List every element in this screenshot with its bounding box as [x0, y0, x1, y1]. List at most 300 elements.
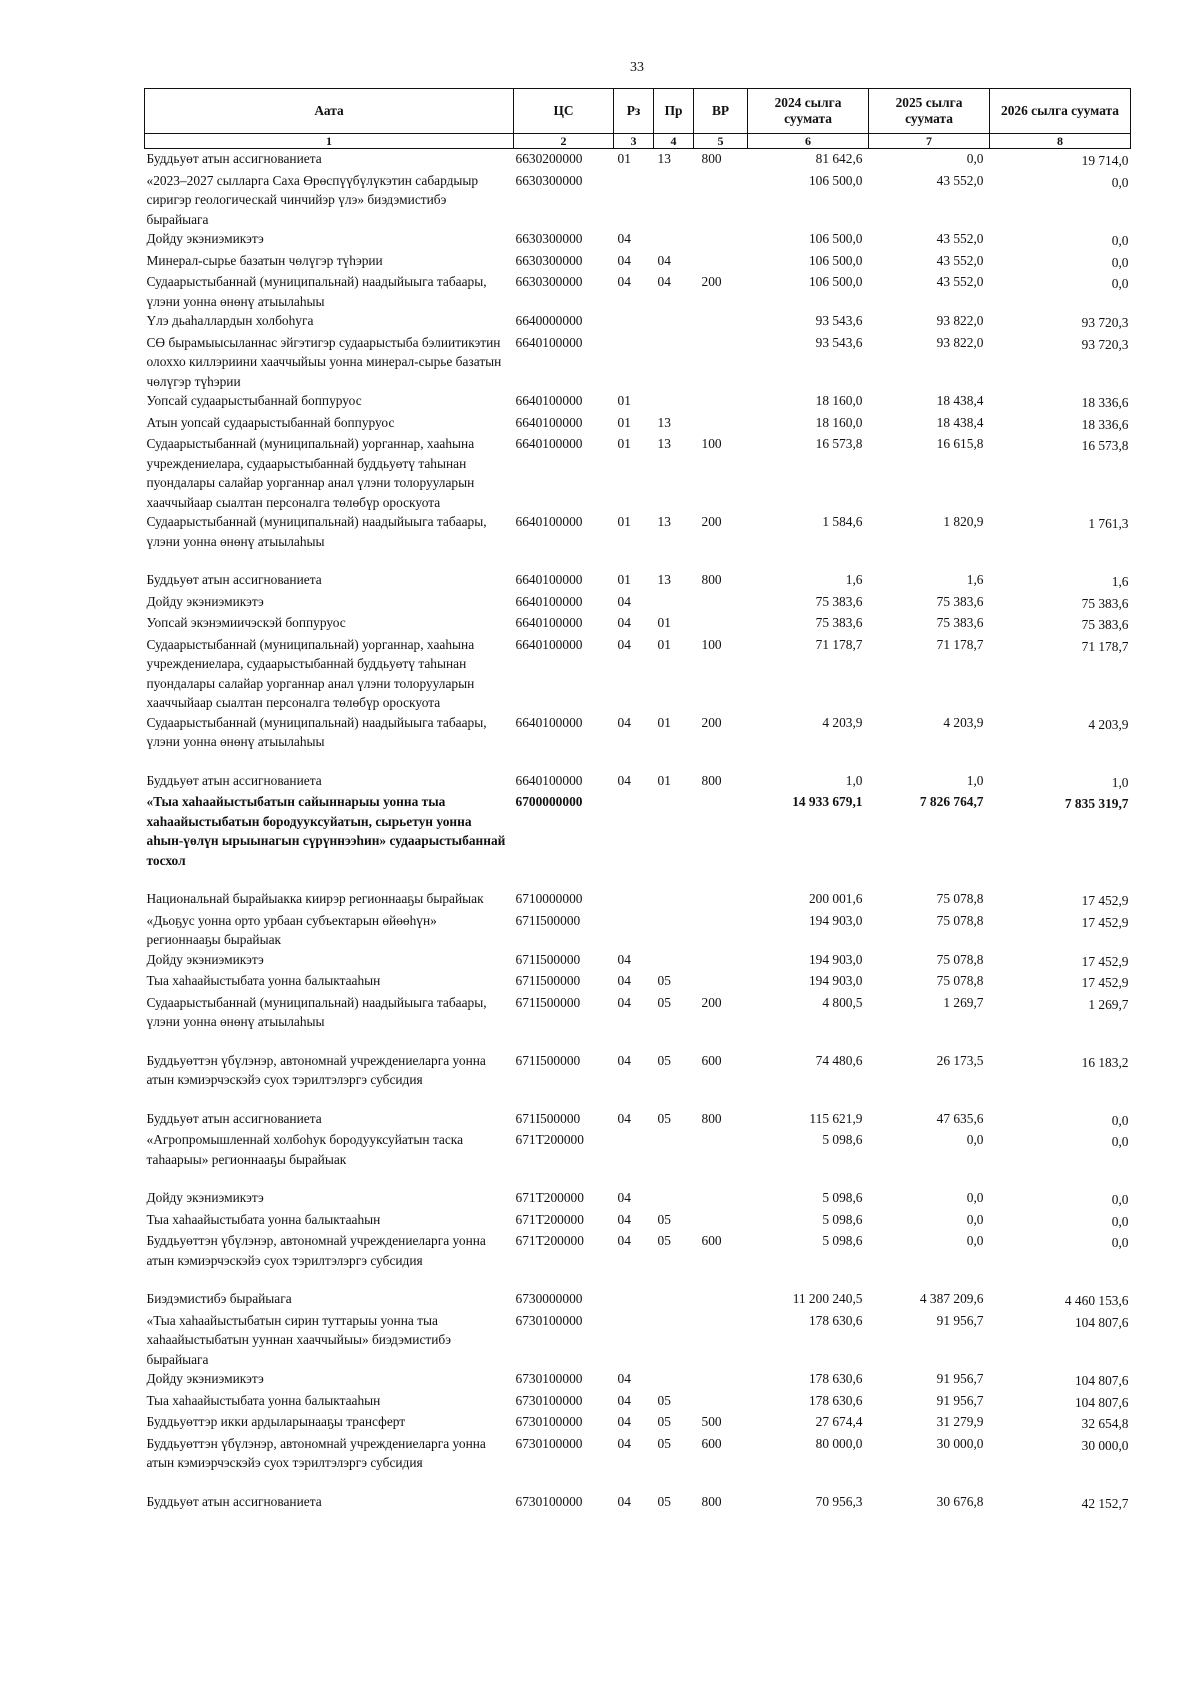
- row-amount-2025: 1,6: [966, 572, 984, 587]
- row-rz-code: 04: [617, 1110, 631, 1126]
- row-amount-2024: 74 480,6: [815, 1052, 863, 1068]
- row-rz-code: 04: [617, 636, 631, 652]
- table-row: [145, 771, 1131, 793]
- table-row: [145, 1210, 1131, 1232]
- row-amount-2024: 4 203,9: [822, 714, 863, 730]
- row-amount-2024: 75 383,6: [815, 593, 863, 609]
- column-number: 3: [614, 134, 654, 149]
- row-name: Үлэ дьаһаллардын холбоһуга: [146, 313, 314, 328]
- row-amount-2024: 80 000,0: [815, 1435, 863, 1451]
- row-name: «Тыа хаһаайыстыбатын сайыннарыы уонна тыа хаһаайыстыбатын бородууксуйатын, сырьетун уонна аһын-үөлүн ырыынагын сүрүннээһин» судаарыстыбаннай тосхол: [146, 794, 506, 868]
- row-pr-code: 05: [657, 1052, 671, 1068]
- row-cs-code: 6730000000: [515, 1291, 583, 1306]
- row-amount-2025: 91 956,7: [936, 1392, 984, 1408]
- row-amount-2025: 71 178,7: [936, 636, 984, 652]
- row-rz-code: [614, 792, 654, 889]
- row-name: Буддьуөт атын ассигнованиета: [146, 1493, 322, 1509]
- row-amount-2024: 18 160,0: [815, 393, 863, 408]
- table-row: [145, 592, 1131, 614]
- column-number: 2: [514, 134, 614, 149]
- row-amount-2025: 93 822,0: [936, 334, 984, 350]
- table-row: [145, 1188, 1131, 1210]
- row-pr-code: 13: [657, 151, 671, 166]
- row-amount-2025: 75 078,8: [936, 973, 984, 988]
- row-amount-2024: 5 098,6: [822, 1190, 863, 1205]
- row-amount-2025: 75 383,6: [936, 615, 984, 630]
- table-row: [145, 993, 1131, 1051]
- row-amount-2024: 178 630,6: [808, 1371, 863, 1386]
- row-amount-2025: 75 078,8: [936, 951, 984, 967]
- row-amount-2025: 91 956,7: [936, 1371, 984, 1386]
- row-vr-code: 100: [701, 436, 722, 451]
- row-pr-code: [654, 391, 694, 413]
- row-name: Судаарыстыбаннай (муниципальнай) уорганнар, хааһына учреждениелара, судаарыстыбаннай буддьуөтү таһынан пуондалары салайар уорганнар анал үлэни толорууларын хааччыйаар сыалтан персоналга төлөбүр ороскуота: [146, 636, 475, 710]
- row-vr-code: [694, 251, 748, 273]
- row-name: СӨ бырамыысыланнас эйгэтигэр судаарыстыба бэлиитикэтин олоххо киллэриини хааччыйыы уонна минерал-сырье базатын чөлүгэр түһэрии: [146, 334, 502, 389]
- row-pr-code: 04: [657, 252, 671, 268]
- row-vr-code: [694, 889, 748, 911]
- row-amount-2024: 106 500,0: [808, 252, 863, 268]
- row-name: Судаарыстыбаннай (муниципальнай) наадыйыыга табаары, үлэни уонна өнөнү атыылаһыы: [146, 274, 487, 309]
- row-pr-code: 05: [657, 1211, 671, 1227]
- row-rz-code: 01: [617, 414, 631, 430]
- row-pr-code: [654, 1369, 694, 1391]
- row-cs-code: 6710000000: [515, 891, 583, 906]
- table-row: [145, 1412, 1131, 1434]
- row-vr-code: [694, 311, 748, 333]
- row-amount-2025: 75 383,6: [936, 593, 984, 609]
- row-amount-2025: 16 615,8: [936, 436, 984, 451]
- row-name: Буддьуөттэр икки ардыларынааҕы трансферт: [146, 1414, 406, 1429]
- row-cs-code: 671I500000: [515, 1110, 581, 1126]
- row-amount-2026: 75 383,6: [1081, 617, 1129, 632]
- row-amount-2026: 0,0: [1111, 276, 1129, 291]
- row-rz-code: 04: [617, 994, 631, 1010]
- row-amount-2024: 93 543,6: [815, 334, 863, 350]
- row-amount-2024: 4 800,5: [822, 994, 863, 1010]
- row-rz-code: 04: [617, 231, 631, 246]
- row-rz-code: 04: [617, 1052, 631, 1068]
- row-rz-code: 01: [617, 151, 631, 166]
- row-name: Тыа хаһаайыстыбата уонна балыктааһын: [146, 1392, 381, 1408]
- row-pr-code: [654, 229, 694, 251]
- row-name: Тыа хаһаайыстыбата уонна балыктааһын: [146, 973, 381, 988]
- row-rz-code: 01: [617, 572, 631, 587]
- row-name: Минерал-сырье базатын чөлүгэр түһэрии: [146, 252, 383, 268]
- row-cs-code: 6630200000: [515, 151, 583, 166]
- table-row: [145, 391, 1131, 413]
- row-vr-code: [694, 950, 748, 972]
- row-rz-code: 04: [617, 274, 631, 289]
- row-pr-code: 05: [657, 994, 671, 1010]
- row-rz-code: [614, 1311, 654, 1370]
- row-pr-code: 05: [657, 1233, 671, 1248]
- row-pr-code: 13: [657, 572, 671, 587]
- header-2026: 2026 сылга суумата: [990, 89, 1131, 134]
- row-vr-code: [694, 1311, 748, 1370]
- row-cs-code: 6730100000: [515, 1435, 583, 1451]
- row-amount-2026: 1,0: [1111, 774, 1129, 790]
- row-amount-2026: 0,0: [1111, 254, 1129, 270]
- row-pr-code: [654, 333, 694, 392]
- row-name: Буддьуөттэн үбүлэнэр, автономнай учреждениеларга уонна атын кэмиэрчэскэйэ суох тэрилтэлэргэ субсидия: [146, 1435, 486, 1470]
- row-amount-2026: 32 654,8: [1081, 1416, 1129, 1431]
- header-row: [145, 89, 1131, 134]
- row-name: Дойду экэниэмикэтэ: [146, 1190, 264, 1205]
- row-cs-code: 6640100000: [515, 572, 583, 587]
- table-row: [145, 251, 1131, 273]
- row-amount-2025: 1 820,9: [943, 514, 984, 529]
- row-cs-code: 6730100000: [515, 1392, 583, 1408]
- table-row: [145, 333, 1131, 392]
- row-name: Дойду экэниэмикэтэ: [146, 951, 264, 967]
- row-amount-2024: 18 160,0: [815, 414, 863, 430]
- row-amount-2026: 4 203,9: [1088, 716, 1129, 732]
- column-number: 4: [654, 134, 694, 149]
- row-cs-code: 671I500000: [515, 1052, 581, 1068]
- row-amount-2026: 0,0: [1111, 1213, 1129, 1229]
- column-number: 5: [694, 134, 748, 149]
- row-rz-code: 04: [617, 1211, 631, 1227]
- row-vr-code: 500: [701, 1414, 722, 1429]
- row-pr-code: 05: [657, 1435, 671, 1451]
- row-vr-code: 200: [701, 274, 722, 289]
- row-name: Буддьуөт атын ассигнованиета: [146, 1110, 322, 1126]
- row-rz-code: 04: [617, 1435, 631, 1451]
- row-rz-code: 01: [617, 514, 631, 529]
- row-pr-code: [654, 792, 694, 889]
- row-rz-code: 04: [617, 1493, 631, 1509]
- row-vr-code: [694, 171, 748, 230]
- table-row: [145, 1289, 1131, 1311]
- table-row: [145, 635, 1131, 713]
- row-cs-code: 671I500000: [515, 951, 581, 967]
- row-vr-code: 200: [701, 714, 722, 730]
- table-row: [145, 1109, 1131, 1131]
- row-pr-code: 05: [657, 1110, 671, 1126]
- row-amount-2025: 30 676,8: [936, 1493, 984, 1509]
- header-name: Аата: [145, 89, 514, 134]
- row-vr-code: [694, 333, 748, 392]
- row-vr-code: [694, 391, 748, 413]
- row-pr-code: [654, 950, 694, 972]
- row-name: Национальнай бырайыакка киирэр регионнааҕы бырайыак: [146, 891, 484, 906]
- row-amount-2025: 91 956,7: [936, 1312, 984, 1328]
- table-row: [145, 512, 1131, 570]
- row-amount-2026: 16 573,8: [1081, 438, 1129, 453]
- row-amount-2026: 18 336,6: [1081, 395, 1129, 410]
- row-name: Буддьуөт атын ассигнованиета: [146, 572, 322, 587]
- row-vr-code: [694, 1391, 748, 1413]
- row-rz-code: 04: [617, 714, 631, 730]
- row-vr-code: 800: [701, 151, 722, 166]
- row-amount-2026: 93 720,3: [1081, 336, 1129, 352]
- row-rz-code: 04: [617, 1371, 631, 1386]
- row-vr-code: 800: [701, 772, 722, 788]
- row-pr-code: [654, 1311, 694, 1370]
- row-rz-code: 04: [617, 1233, 631, 1248]
- row-amount-2024: 115 621,9: [809, 1110, 863, 1126]
- row-amount-2024: 1,0: [845, 772, 863, 788]
- row-vr-code: [694, 613, 748, 635]
- row-vr-code: 100: [701, 636, 722, 652]
- row-pr-code: 01: [657, 714, 671, 730]
- row-cs-code: 6640100000: [515, 615, 583, 630]
- row-vr-code: [694, 1188, 748, 1210]
- row-amount-2025: 31 279,9: [936, 1414, 984, 1429]
- table-row: [145, 229, 1131, 251]
- row-rz-code: 04: [617, 951, 631, 967]
- header-2025: 2025 сылга суумата: [869, 89, 990, 134]
- row-amount-2024: 5 098,6: [822, 1233, 863, 1248]
- row-cs-code: 6700000000: [515, 794, 583, 809]
- row-amount-2024: 106 500,0: [808, 231, 863, 246]
- row-amount-2024: 178 630,6: [808, 1312, 863, 1328]
- table-row: [145, 1311, 1131, 1370]
- row-amount-2026: 0,0: [1111, 1235, 1129, 1250]
- row-amount-2025: 18 438,4: [936, 393, 984, 408]
- table-row: [145, 1231, 1131, 1289]
- row-amount-2025: 0,0: [966, 1233, 984, 1248]
- row-vr-code: [694, 792, 748, 889]
- row-pr-code: 01: [657, 772, 671, 788]
- row-pr-code: 05: [657, 1414, 671, 1429]
- row-amount-2024: 200 001,6: [808, 891, 863, 906]
- row-name: Уопсай экэнэмиичэскэй боппуруос: [146, 615, 346, 630]
- row-rz-code: [614, 1130, 654, 1188]
- row-name: «2023–2027 сылларга Саха Өрөспүүбүлүкэтин сабардыыр сиригэр геологическай чинчийэр үлэ» биэдэмистибэ бырайыага: [146, 172, 479, 227]
- row-cs-code: 6730100000: [515, 1414, 583, 1429]
- row-amount-2025: 43 552,0: [936, 172, 984, 188]
- row-amount-2024: 106 500,0: [808, 172, 863, 188]
- table-row: [145, 971, 1131, 993]
- row-amount-2024: 1 584,6: [822, 514, 863, 529]
- row-name: Уопсай судаарыстыбаннай боппуруос: [146, 393, 362, 408]
- row-pr-code: [654, 171, 694, 230]
- row-amount-2026: 7 835 319,7: [1064, 796, 1129, 811]
- row-amount-2024: 178 630,6: [808, 1392, 863, 1408]
- column-number-row: [145, 134, 1131, 149]
- row-amount-2024: 93 543,6: [815, 313, 863, 328]
- table-row: [145, 1369, 1131, 1391]
- row-amount-2024: 70 956,3: [815, 1493, 863, 1509]
- row-amount-2025: 75 078,8: [936, 891, 984, 906]
- row-amount-2026: 17 452,9: [1081, 914, 1129, 930]
- row-amount-2024: 75 383,6: [815, 615, 863, 630]
- row-vr-code: 800: [701, 1493, 722, 1509]
- row-vr-code: 200: [701, 514, 722, 529]
- row-cs-code: 6630300000: [515, 274, 583, 289]
- row-pr-code: [654, 592, 694, 614]
- row-amount-2026: 17 452,9: [1081, 975, 1129, 990]
- table-row: [145, 1492, 1131, 1514]
- row-vr-code: [694, 1369, 748, 1391]
- column-number: 6: [748, 134, 869, 149]
- row-amount-2025: 1 269,7: [943, 994, 984, 1010]
- row-pr-code: [654, 911, 694, 950]
- header-pr: Пр: [654, 89, 694, 134]
- row-pr-code: 05: [657, 1392, 671, 1408]
- row-cs-code: 6640100000: [515, 714, 583, 730]
- row-pr-code: 05: [657, 1493, 671, 1509]
- table-row: [145, 613, 1131, 635]
- column-number: 7: [869, 134, 990, 149]
- row-pr-code: 05: [657, 973, 671, 988]
- row-amount-2026: 19 714,0: [1081, 153, 1129, 168]
- row-amount-2025: 0,0: [966, 1190, 984, 1205]
- row-amount-2026: 16 183,2: [1081, 1054, 1129, 1070]
- row-amount-2025: 75 078,8: [936, 912, 984, 928]
- table-row: [145, 1391, 1131, 1413]
- row-cs-code: 6640100000: [515, 334, 583, 350]
- row-name: Судаарыстыбаннай (муниципальнай) наадыйыыга табаары, үлэни уонна өнөнү атыылаһыы: [146, 514, 487, 549]
- row-amount-2024: 14 933 679,1: [792, 794, 863, 809]
- row-name: «Тыа хаһаайыстыбатын сирин туттарыы уонна тыа хаһаайыстыбатын ууннан хааччыйыы» биэдэмистибэ бырайыага: [146, 1312, 451, 1367]
- row-vr-code: [694, 229, 748, 251]
- table-row: [145, 1434, 1131, 1492]
- row-cs-code: 671T200000: [515, 1211, 584, 1227]
- row-vr-code: [694, 1210, 748, 1232]
- row-rz-code: [614, 333, 654, 392]
- row-cs-code: 6730100000: [515, 1371, 583, 1386]
- row-cs-code: 6630300000: [515, 172, 583, 188]
- row-amount-2024: 5 098,6: [822, 1211, 863, 1227]
- row-amount-2024: 27 674,4: [815, 1414, 863, 1429]
- row-rz-code: 04: [617, 615, 631, 630]
- table-row: [145, 272, 1131, 311]
- row-pr-code: [654, 1130, 694, 1188]
- row-rz-code: 04: [617, 772, 631, 788]
- header-cs: ЦС: [514, 89, 614, 134]
- row-amount-2025: 30 000,0: [936, 1435, 984, 1451]
- row-vr-code: 600: [701, 1233, 722, 1248]
- row-amount-2025: 93 822,0: [936, 313, 984, 328]
- row-amount-2024: 11 200 240,5: [792, 1291, 863, 1306]
- row-amount-2025: 4 203,9: [943, 714, 984, 730]
- row-rz-code: [614, 889, 654, 911]
- header-2024: 2024 сылга суумата: [748, 89, 869, 134]
- row-vr-code: [694, 911, 748, 950]
- row-vr-code: [694, 1130, 748, 1188]
- row-cs-code: 6640100000: [515, 636, 583, 652]
- row-amount-2026: 1,6: [1111, 574, 1129, 589]
- row-amount-2026: 1 269,7: [1088, 996, 1129, 1012]
- table-row: [145, 911, 1131, 950]
- row-pr-code: 13: [657, 414, 671, 430]
- row-name: Буддьуөттэн үбүлэнэр, автономнай учреждениеларга уонна атын кэмиэрчэскэйэ суох тэрилтэлэргэ субсидия: [146, 1233, 486, 1268]
- row-amount-2025: 7 826 764,7: [919, 794, 984, 809]
- budget-table-body: [145, 149, 1131, 1514]
- table-row: [145, 434, 1131, 512]
- row-amount-2025: 43 552,0: [936, 231, 984, 246]
- table-row: [145, 171, 1131, 230]
- row-amount-2026: 0,0: [1111, 1112, 1129, 1128]
- table-row: [145, 311, 1131, 333]
- row-amount-2025: 4 387 209,6: [919, 1291, 984, 1306]
- row-amount-2024: 5 098,6: [822, 1132, 863, 1147]
- row-name: Дойду экэниэмикэтэ: [146, 593, 264, 609]
- row-vr-code: 600: [701, 1435, 722, 1451]
- row-name: Биэдэмистибэ бырайыага: [146, 1291, 292, 1306]
- header-rz: Рз: [614, 89, 654, 134]
- row-vr-code: [694, 1289, 748, 1311]
- row-amount-2026: 104 807,6: [1074, 1394, 1129, 1410]
- row-amount-2025: 43 552,0: [936, 252, 984, 268]
- row-cs-code: 6730100000: [515, 1493, 583, 1509]
- table-row: [145, 1051, 1131, 1109]
- row-vr-code: [694, 413, 748, 435]
- row-name: Дойду экэниэмикэтэ: [146, 1371, 264, 1386]
- row-cs-code: 6640100000: [515, 772, 583, 788]
- row-amount-2024: 194 903,0: [808, 912, 863, 928]
- row-pr-code: [654, 311, 694, 333]
- row-amount-2024: 1,6: [845, 572, 863, 587]
- row-amount-2025: 18 438,4: [936, 414, 984, 430]
- row-rz-code: [614, 1289, 654, 1311]
- row-vr-code: [694, 592, 748, 614]
- row-amount-2024: 194 903,0: [808, 973, 863, 988]
- row-amount-2026: 18 336,6: [1081, 416, 1129, 432]
- row-amount-2026: 93 720,3: [1081, 315, 1129, 330]
- row-cs-code: 6630300000: [515, 231, 583, 246]
- row-name: Буддьуөт атын ассигнованиета: [146, 772, 322, 788]
- row-rz-code: 04: [617, 1392, 631, 1408]
- row-amount-2024: 71 178,7: [815, 636, 863, 652]
- row-amount-2026: 0,0: [1111, 233, 1129, 248]
- column-number: 8: [990, 134, 1131, 149]
- row-amount-2024: 16 573,8: [815, 436, 863, 451]
- row-amount-2026: 42 152,7: [1081, 1495, 1129, 1511]
- row-amount-2025: 0,0: [966, 1132, 984, 1147]
- row-name: Дойду экэниэмикэтэ: [146, 231, 264, 246]
- row-amount-2025: 26 173,5: [936, 1052, 984, 1068]
- row-amount-2026: 0,0: [1111, 1134, 1129, 1149]
- column-number: 1: [145, 134, 514, 149]
- row-name: «Дьоҕус уонна орто урбаан субъектарын өйөөһүн» регионнааҕы бырайыак: [146, 912, 437, 947]
- row-amount-2026: 104 807,6: [1074, 1314, 1129, 1330]
- table-row: [145, 713, 1131, 771]
- row-amount-2026: 75 383,6: [1081, 595, 1129, 611]
- row-rz-code: 04: [617, 1414, 631, 1429]
- row-amount-2025: 0,0: [966, 1211, 984, 1227]
- row-cs-code: 671I500000: [515, 994, 581, 1010]
- row-amount-2024: 106 500,0: [808, 274, 863, 289]
- row-amount-2026: 17 452,9: [1081, 953, 1129, 969]
- row-cs-code: 671T200000: [515, 1190, 584, 1205]
- row-rz-code: 04: [617, 593, 631, 609]
- row-name: Судаарыстыбаннай (муниципальнай) наадыйыыга табаары, үлэни уонна өнөнү атыылаһыы: [146, 994, 487, 1029]
- row-amount-2026: 4 460 153,6: [1064, 1293, 1129, 1308]
- row-amount-2024: 194 903,0: [808, 951, 863, 967]
- row-amount-2025: 47 635,6: [936, 1110, 984, 1126]
- row-name: Атын уопсай судаарыстыбаннай боппуруос: [146, 414, 395, 430]
- page-number: 33: [630, 60, 644, 75]
- row-cs-code: 6640000000: [515, 313, 583, 328]
- row-pr-code: [654, 1289, 694, 1311]
- row-cs-code: 6640100000: [515, 393, 583, 408]
- row-name: Тыа хаһаайыстыбата уонна балыктааһын: [146, 1211, 381, 1227]
- row-rz-code: 04: [617, 252, 631, 268]
- row-name: Судаарыстыбаннай (муниципальнай) уорганнар, хааһына учреждениелара, судаарыстыбаннай буддьуөтү таһынан пуондалары салайар уорганнар анал үлэни толорууларын хааччыйаар сыалтан персоналга төлөбүр ороскуота: [146, 436, 475, 510]
- row-amount-2026: 30 000,0: [1081, 1437, 1129, 1453]
- row-cs-code: 6630300000: [515, 252, 583, 268]
- row-amount-2025: 0,0: [966, 151, 984, 166]
- row-rz-code: 01: [617, 393, 631, 408]
- row-name: Буддьуөт атын ассигнованиета: [146, 151, 322, 166]
- table-row: [145, 570, 1131, 592]
- row-rz-code: 01: [617, 436, 631, 451]
- row-amount-2026: 17 452,9: [1081, 893, 1129, 908]
